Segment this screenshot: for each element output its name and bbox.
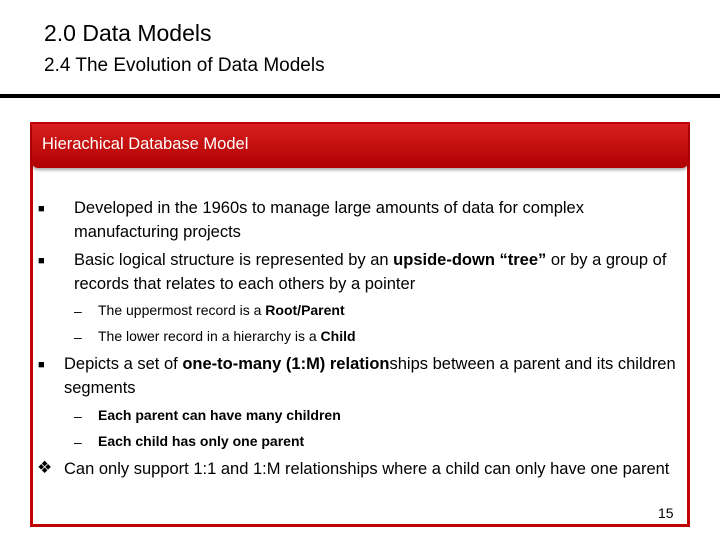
diamond-bullet-icon: ❖: [37, 458, 53, 477]
sub-bullet-1-text: The uppermost record is a Root/Parent: [98, 302, 345, 318]
square-bullet-icon: ■: [38, 255, 45, 267]
square-bullet-icon: ■: [38, 359, 45, 371]
sub-bullet-2-text: The lower record in a hierarchy is a Child: [98, 328, 356, 344]
slide-title: 2.0 Data Models: [44, 20, 212, 46]
slide-subtitle: 2.4 The Evolution of Data Models: [44, 55, 325, 76]
banner-title: Hierachical Database Model: [42, 135, 249, 153]
sub-bullet-4-text: Each child has only one parent: [98, 433, 305, 449]
dash-icon: –: [74, 434, 82, 450]
sub-bullet-3-text: Each parent can have many children: [98, 407, 341, 423]
title-divider: [0, 94, 720, 98]
section-banner: [32, 124, 688, 168]
bullet-2-text: Basic logical structure is represented by an upside-down “tree” or by a group of records that relates to each others by a pointer: [74, 251, 667, 293]
bullet-3-text: Depicts a set of one-to-many (1:M) relationships between a parent and its children segments: [64, 355, 676, 397]
dash-icon: –: [74, 329, 82, 345]
page-number: 15: [658, 505, 674, 521]
bullet-1-text: Developed in the 1960s to manage large amounts of data for complex manufacturing projects: [74, 199, 584, 241]
bullet-4-text: Can only support 1:1 and 1:M relationships where a child can only have one parent: [64, 460, 670, 478]
dash-icon: –: [74, 303, 82, 319]
dash-icon: –: [74, 408, 82, 424]
square-bullet-icon: ■: [38, 203, 45, 215]
